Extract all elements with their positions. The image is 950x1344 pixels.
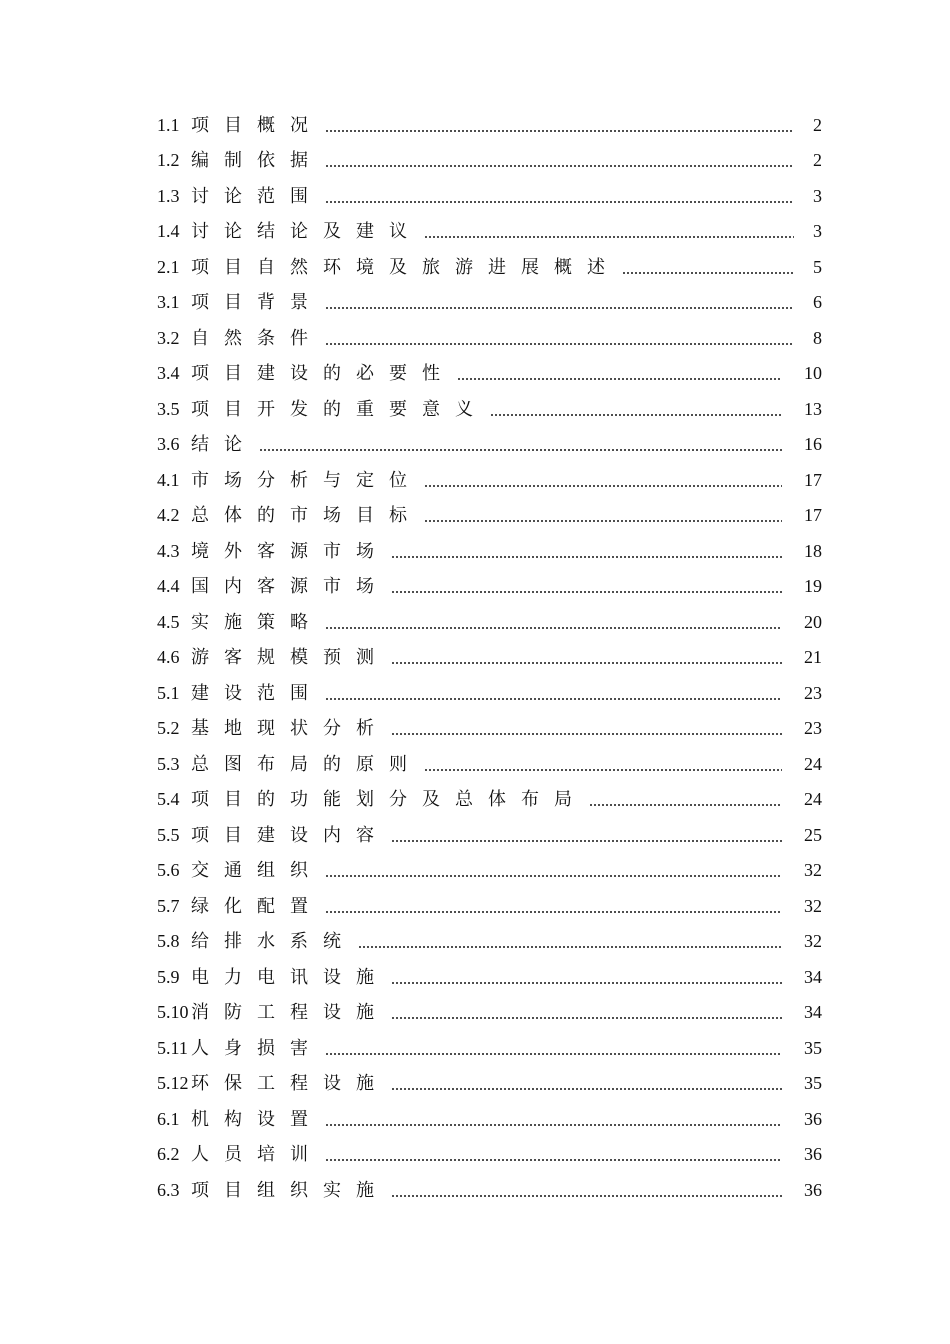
toc-entry[interactable] [157, 604, 822, 640]
toc-entry[interactable] [157, 107, 822, 143]
toc-entry-number: 2.1 [157, 256, 180, 277]
toc-entry[interactable] [157, 675, 822, 711]
toc-entry-title: 给排水系统 [191, 931, 356, 952]
toc-entry-page: 34 [804, 1002, 822, 1023]
toc-entry-page: 36 [804, 1144, 822, 1165]
toc-entry-title: 总图布局的原则 [191, 753, 422, 774]
toc-entry-page: 21 [804, 647, 822, 668]
toc-dot-leader [424, 506, 782, 524]
toc-entry-title: 环保工程设施 [191, 1073, 389, 1094]
toc-dot-leader [391, 826, 782, 844]
toc-entry[interactable] [157, 746, 822, 782]
toc-dot-leader [424, 471, 782, 489]
toc-dot-leader [325, 293, 794, 311]
toc-entry[interactable] [157, 995, 822, 1031]
toc-entry-title: 编制依据 [191, 150, 323, 171]
toc-entry-page: 23 [804, 718, 822, 739]
toc-entry[interactable] [157, 143, 822, 179]
toc-entry-number: 3.5 [157, 398, 180, 419]
toc-entry-title: 项目建设的必要性 [191, 363, 455, 384]
toc-entry[interactable] [157, 817, 822, 853]
toc-entry-title: 机构设置 [191, 1108, 323, 1129]
toc-entry-page: 34 [804, 966, 822, 987]
toc-dot-leader [391, 1074, 782, 1092]
toc-entry-title: 项目概况 [191, 114, 323, 135]
toc-entry-page: 3 [813, 185, 822, 206]
toc-dot-leader [325, 1145, 782, 1163]
toc-entry-number: 4.6 [157, 647, 180, 668]
toc-entry-page: 32 [804, 895, 822, 916]
toc-entry-title: 实施策略 [191, 611, 323, 632]
toc-entry-number: 4.3 [157, 540, 180, 561]
toc-dot-leader [325, 151, 794, 169]
toc-entry-number: 1.4 [157, 221, 180, 242]
toc-entry-number: 4.5 [157, 611, 180, 632]
toc-entry-number: 1.3 [157, 185, 180, 206]
toc-entry-number: 5.12 [157, 1073, 189, 1094]
toc-entry-number: 3.1 [157, 292, 180, 313]
toc-entry-page: 5 [813, 256, 822, 277]
toc-entry[interactable] [157, 427, 822, 463]
toc-entry[interactable] [157, 959, 822, 995]
toc-entry-title: 讨论结论及建议 [191, 221, 422, 242]
toc-entry[interactable] [157, 320, 822, 356]
toc-dot-leader [490, 400, 782, 418]
toc-entry-number: 5.3 [157, 753, 180, 774]
toc-dot-leader [424, 755, 782, 773]
toc-entry-number: 6.1 [157, 1108, 180, 1129]
toc-entry-title: 交通组织 [191, 860, 323, 881]
toc-entry-page: 23 [804, 682, 822, 703]
toc-dot-leader [391, 719, 782, 737]
toc-entry-page: 32 [804, 860, 822, 881]
toc-dot-leader [325, 684, 782, 702]
toc-dot-leader [391, 1003, 782, 1021]
toc-dot-leader [457, 364, 782, 382]
toc-entry[interactable] [157, 782, 822, 818]
toc-entry-title: 消防工程设施 [191, 1002, 389, 1023]
toc-entry[interactable] [157, 214, 822, 250]
toc-entry[interactable] [157, 888, 822, 924]
toc-entry[interactable] [157, 1101, 822, 1137]
toc-entry-page: 6 [813, 292, 822, 313]
toc-dot-leader [391, 577, 782, 595]
toc-entry-title: 项目组织实施 [191, 1179, 389, 1200]
toc-dot-leader [325, 1110, 782, 1128]
toc-entry-page: 16 [804, 434, 822, 455]
toc-entry-page: 25 [804, 824, 822, 845]
toc-dot-leader [325, 187, 794, 205]
toc-entry-title: 建设范围 [191, 682, 323, 703]
toc-entry[interactable] [157, 498, 822, 534]
toc-entry[interactable] [157, 569, 822, 605]
toc-entry-page: 19 [804, 576, 822, 597]
toc-entry-title: 项目背景 [191, 292, 323, 313]
toc-entry[interactable] [157, 391, 822, 427]
toc-entry-page: 32 [804, 931, 822, 952]
toc-entry-page: 2 [813, 114, 822, 135]
toc-entry-title: 项目的功能划分及总体布局 [191, 789, 587, 810]
toc-entry-title: 绿化配置 [191, 895, 323, 916]
toc-entry-number: 5.11 [157, 1037, 188, 1058]
toc-entry-number: 4.4 [157, 576, 180, 597]
toc-entry-title: 讨论范围 [191, 185, 323, 206]
toc-entry-page: 18 [804, 540, 822, 561]
toc-entry-page: 8 [813, 327, 822, 348]
toc-entry-number: 5.2 [157, 718, 180, 739]
toc-entry-title: 结论 [191, 434, 257, 455]
toc-entry-number: 5.5 [157, 824, 180, 845]
toc-entry-number: 6.3 [157, 1179, 180, 1200]
toc-entry-title: 项目开发的重要意义 [191, 398, 488, 419]
toc-entry-title: 国内客源市场 [191, 576, 389, 597]
toc-entry-title: 基地现状分析 [191, 718, 389, 739]
toc-dot-leader [358, 932, 782, 950]
toc-dot-leader [391, 648, 782, 666]
toc-dot-leader [325, 329, 794, 347]
toc-entry-title: 人身损害 [191, 1037, 323, 1058]
toc-entry-page: 35 [804, 1037, 822, 1058]
toc-entry[interactable] [157, 640, 822, 676]
toc-entry-number: 5.6 [157, 860, 180, 881]
toc-entry-page: 10 [804, 363, 822, 384]
toc-dot-leader [391, 1181, 782, 1199]
toc-entry-title: 总体的市场目标 [191, 505, 422, 526]
toc-entry-page: 13 [804, 398, 822, 419]
toc-entry[interactable] [157, 1030, 822, 1066]
toc-entry-page: 36 [804, 1179, 822, 1200]
toc-entry[interactable] [157, 356, 822, 392]
toc-entry[interactable] [157, 711, 822, 747]
toc-entry-number: 1.2 [157, 150, 180, 171]
toc-entry[interactable] [157, 178, 822, 214]
toc-entry-number: 3.4 [157, 363, 180, 384]
toc-entry-number: 5.10 [157, 1002, 189, 1023]
toc-dot-leader [391, 968, 782, 986]
toc-entry-page: 36 [804, 1108, 822, 1129]
toc-entry[interactable] [157, 1172, 822, 1208]
toc-entry-page: 20 [804, 611, 822, 632]
toc-dot-leader [325, 1039, 782, 1057]
toc-entry-title: 电力电讯设施 [191, 966, 389, 987]
toc-entry-title: 自然条件 [191, 327, 323, 348]
toc-dot-leader [325, 116, 794, 134]
toc-entry-number: 1.1 [157, 114, 180, 135]
toc-entry[interactable] [157, 285, 822, 321]
toc-entry-number: 6.2 [157, 1144, 180, 1165]
toc-entry[interactable] [157, 462, 822, 498]
toc-entry[interactable] [157, 533, 822, 569]
toc-entry-title: 项目自然环境及旅游进展概述 [191, 256, 620, 277]
toc-entry-number: 4.2 [157, 505, 180, 526]
toc-entry[interactable] [157, 249, 822, 285]
toc-entry[interactable] [157, 1137, 822, 1173]
toc-entry-title: 境外客源市场 [191, 540, 389, 561]
toc-dot-leader [589, 790, 782, 808]
toc-entry-page: 2 [813, 150, 822, 171]
toc-entry-page: 24 [804, 789, 822, 810]
toc-entry[interactable] [157, 924, 822, 960]
toc-entry-number: 5.9 [157, 966, 180, 987]
toc-entry-page: 17 [804, 469, 822, 490]
toc-dot-leader [325, 613, 782, 631]
toc-entry-title: 项目建设内容 [191, 824, 389, 845]
toc-dot-leader [424, 222, 794, 240]
toc-dot-leader [325, 897, 782, 915]
toc-entry-page: 3 [813, 221, 822, 242]
toc-entry-number: 5.4 [157, 789, 180, 810]
toc-entry-number: 5.8 [157, 931, 180, 952]
toc-dot-leader [391, 542, 782, 560]
toc-entry-number: 3.6 [157, 434, 180, 455]
toc-entry-number: 3.2 [157, 327, 180, 348]
toc-entry-page: 35 [804, 1073, 822, 1094]
toc-entry[interactable] [157, 1066, 822, 1102]
toc-dot-leader [622, 258, 794, 276]
toc-entry-title: 人员培训 [191, 1144, 323, 1165]
toc-entry-page: 24 [804, 753, 822, 774]
toc-dot-leader [325, 861, 782, 879]
toc-entry[interactable] [157, 853, 822, 889]
toc-entry-title: 市场分析与定位 [191, 469, 422, 490]
toc-dot-leader [259, 435, 782, 453]
toc-entry-number: 5.7 [157, 895, 180, 916]
toc-entry-number: 5.1 [157, 682, 180, 703]
toc-entry-page: 17 [804, 505, 822, 526]
table-of-contents [157, 107, 822, 1208]
toc-entry-number: 4.1 [157, 469, 180, 490]
toc-entry-title: 游客规模预测 [191, 647, 389, 668]
